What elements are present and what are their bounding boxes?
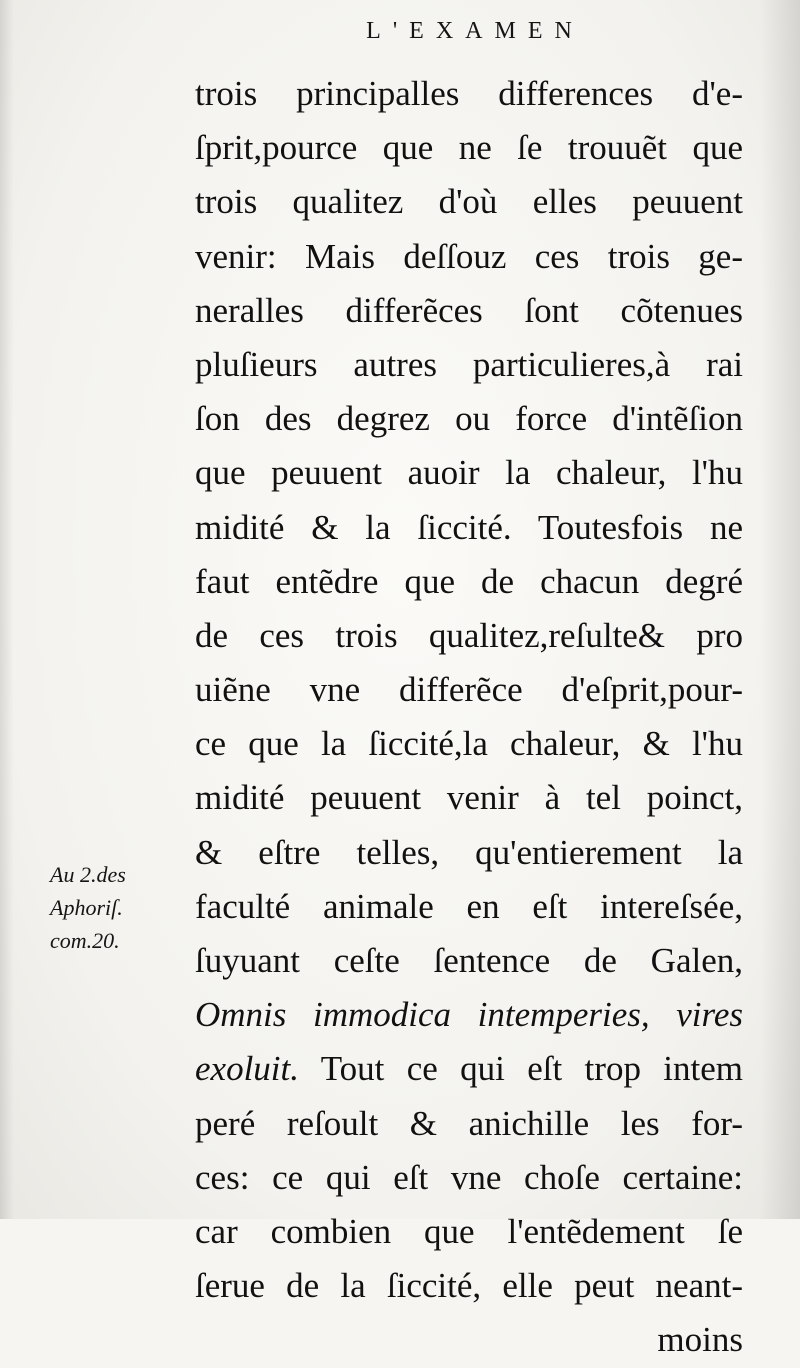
text-line-rest: Tout ce qui eſt trop intem bbox=[299, 1049, 743, 1089]
text-line: venir: Mais deſſouz ces trois ge- bbox=[195, 236, 743, 276]
margin-note-line: Aphoriſ. bbox=[50, 895, 123, 920]
text-line: ce que la ſiccité,la chaleur, & l'hu bbox=[195, 724, 743, 764]
latin-quotation-end: exoluit. bbox=[195, 1049, 299, 1089]
text-line: que peuuent auoir la chaleur, l'hu bbox=[195, 453, 743, 493]
margin-note-line: com.20. bbox=[50, 928, 120, 953]
page-left-edge-shadow bbox=[0, 0, 14, 1219]
text-line: de ces trois qualitez,reſulte& pro bbox=[195, 615, 743, 655]
text-line: faut entẽdre que de chacun degré bbox=[195, 561, 743, 601]
text-line: ſprit,pource que ne ſe trouuẽt que bbox=[195, 128, 743, 168]
margin-note bbox=[50, 858, 200, 957]
text-line: & eſtre telles, qu'entierement la bbox=[195, 832, 743, 872]
catchword: moins bbox=[657, 1320, 743, 1360]
text-line: pluſieurs autres particulieres,à rai bbox=[195, 344, 743, 384]
page-right-edge-shadow bbox=[760, 0, 800, 1219]
text-line: ſerue de la ſiccité, elle peut neant- bbox=[195, 1266, 743, 1306]
text-line: uiẽne vne differẽce d'eſprit,pour- bbox=[195, 670, 743, 710]
text-line: peré reſoult & anichille les for- bbox=[195, 1103, 743, 1143]
text-line bbox=[195, 1042, 743, 1096]
text-line: ſon des degrez ou force d'intẽſion bbox=[195, 399, 743, 439]
text-line: trois principalles differences d'e- bbox=[195, 74, 743, 113]
text-line: ſuyuant ceſte ſentence de Galen, bbox=[195, 941, 743, 980]
text-line: midité peuuent venir à tel poinct, bbox=[195, 778, 743, 818]
text-line: trois qualitez d'où elles peuuent bbox=[195, 182, 743, 222]
text-line: neralles differẽces ſont cõtenues bbox=[195, 290, 743, 330]
margin-note-line: Au 2.des bbox=[50, 862, 126, 887]
text-line: faculté animale en eſt intereſsée, bbox=[195, 886, 743, 926]
text-line: car combien que l'entẽdement ſe bbox=[195, 1211, 743, 1251]
running-head: L'EXAMEN bbox=[366, 18, 584, 44]
text-line: ces: ce qui eſt vne choſe certaine: bbox=[195, 1157, 743, 1197]
body-text bbox=[195, 67, 743, 1368]
latin-quotation-line: Omnis immodica intemperies, vires bbox=[195, 995, 743, 1035]
text-line: midité & la ſiccité. Toutesfois ne bbox=[195, 507, 743, 547]
